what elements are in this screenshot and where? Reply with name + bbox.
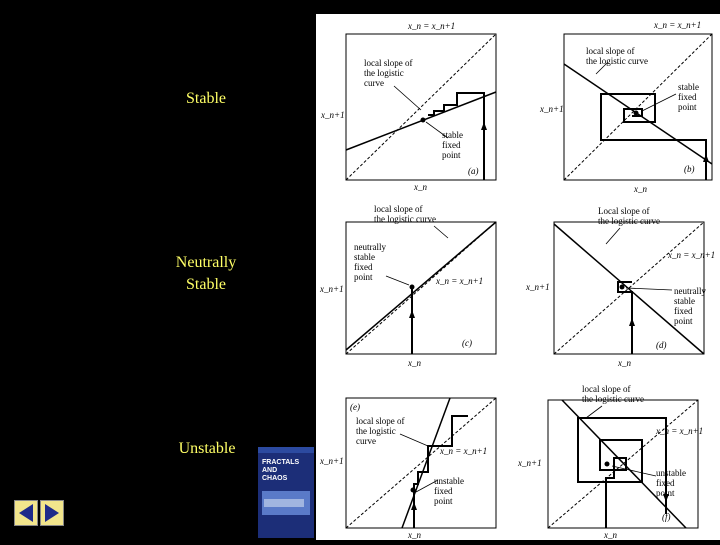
panel-c-slope-label-2: the logistic curve xyxy=(374,214,436,224)
panel-f-point-label-3: point xyxy=(656,488,675,498)
panel-d-slope-label-2: the logistic curve xyxy=(598,216,660,226)
panel-f-diag-label: x_n = x_n+1 xyxy=(656,426,704,436)
panel-d-diag-label: x_n = x_n+1 xyxy=(668,250,716,260)
panel-d-slope-pointer xyxy=(606,228,620,244)
panel-f-slope-label-1: local slope of xyxy=(582,384,631,394)
panel-d-point-label-3: fixed xyxy=(674,306,693,316)
panel-c-fixed-point xyxy=(410,285,415,290)
panel-a-y-label: x_n+1 xyxy=(321,110,345,120)
panel-e-tag: (e) xyxy=(350,402,360,412)
panel-e-point-label-1: unstable xyxy=(434,476,464,486)
panel-a-point-label-3: point xyxy=(442,150,461,160)
book-top-band xyxy=(258,447,314,453)
panel-e-point-label-2: fixed xyxy=(434,486,453,496)
panel-e-slope-label-2: the logistic xyxy=(356,426,396,436)
book-title-line2: AND xyxy=(262,467,278,474)
panel-a-slope-label-3: curve xyxy=(364,78,384,88)
panel-f-point-label-2: fixed xyxy=(656,478,675,488)
panel-f-x-label: x_n xyxy=(604,530,617,540)
panel-b-y-label: x_n+1 xyxy=(540,104,564,114)
panel-c-slope-label-1: local slope of xyxy=(374,204,423,214)
prev-slide-button[interactable] xyxy=(14,500,38,526)
book-title-line1: FRACTALS xyxy=(262,459,300,466)
panel-a-slope-pointer xyxy=(394,86,421,110)
panel-a-point-label-2: fixed xyxy=(442,140,461,150)
panel-d-fixed-point xyxy=(620,285,625,290)
panel-f-point-label-1: unstable xyxy=(656,468,686,478)
panel-c-point-label-3: fixed xyxy=(354,262,373,272)
panel-e xyxy=(319,398,496,540)
panel-c-point-label-1: neutrally xyxy=(354,242,386,252)
panel-c-point-pointer xyxy=(386,276,409,285)
book-cover-image xyxy=(258,447,314,538)
panel-a-tag: (a) xyxy=(468,166,479,176)
panel-e-cobweb xyxy=(414,416,468,528)
panel-b-tag: (b) xyxy=(684,164,695,174)
panel-b-slope-label-1: local slope of xyxy=(586,46,635,56)
panel-d-point-pointer xyxy=(626,288,672,290)
panel-e-slope-label-3: curve xyxy=(356,436,376,446)
panel-d-arrow xyxy=(629,318,635,326)
panel-a-slope-label-1: local slope of xyxy=(364,58,413,68)
panel-e-diag-label: x_n = x_n+1 xyxy=(440,446,488,456)
panel-f-tag: (f) xyxy=(662,512,671,522)
panel-d-x-label: x_n xyxy=(618,358,631,368)
panel-e-fixed-point xyxy=(411,488,416,493)
panel-d-point-label-2: stable xyxy=(674,296,695,306)
panel-c-point-label-4: point xyxy=(354,272,373,282)
panel-c-slope-pointer xyxy=(434,226,448,238)
panel-c-x-label: x_n xyxy=(408,358,421,368)
panel-b-point-pointer xyxy=(642,94,676,111)
panel-f-slope-line xyxy=(562,400,686,528)
panel-c-tag: (c) xyxy=(462,338,472,348)
label-stable: Stable xyxy=(186,90,226,107)
panel-e-point-label-3: point xyxy=(434,496,453,506)
panel-f-slope-pointer xyxy=(586,406,602,418)
panel-d-cobweb xyxy=(618,282,632,354)
panel-b-point-label-3: point xyxy=(678,102,697,112)
panel-a-x-label: x_n xyxy=(414,182,427,192)
book-cover-art-detail xyxy=(264,499,304,507)
panel-f-fixed-point xyxy=(605,462,610,467)
panel-a-arrow xyxy=(481,122,487,130)
book-title-line3: CHAOS xyxy=(262,475,288,482)
panel-f xyxy=(517,384,703,540)
panel-b-diag-label: x_n = x_n+1 xyxy=(654,20,702,30)
panel-d-y-label: x_n+1 xyxy=(526,282,550,292)
panel-a-diagonal xyxy=(346,34,496,180)
panel-b-slope-label-2: the logistic curve xyxy=(586,56,648,66)
panel-b-fixed-point xyxy=(634,111,639,116)
panel-a-slope-label-2: the logistic xyxy=(364,68,404,78)
cobweb-diagram-svg xyxy=(316,14,720,540)
panel-d-point-label-4: point xyxy=(674,316,693,326)
label-unstable: Unstable xyxy=(178,440,236,457)
label-neutrally-line: Neutrally xyxy=(175,254,237,271)
next-slide-button[interactable] xyxy=(40,500,64,526)
left-arrow-icon xyxy=(15,501,37,525)
panel-d xyxy=(525,206,715,368)
panel-d-point-label-1: neutrally xyxy=(674,286,706,296)
panel-b-point-label-1: stable xyxy=(678,82,699,92)
panel-d-tag: (d) xyxy=(656,340,667,350)
panel-f-y-label: x_n+1 xyxy=(518,458,542,468)
panel-c-y-label: x_n+1 xyxy=(320,284,344,294)
label-stable-line: Stable xyxy=(186,276,226,293)
panel-e-slope-label-1: local slope of xyxy=(356,416,405,426)
panel-e-y-label: x_n+1 xyxy=(320,456,344,466)
panel-a-diag-label: x_n = x_n+1 xyxy=(408,21,456,31)
panel-e-slope-line xyxy=(402,398,450,528)
panel-a-fixed-point xyxy=(421,118,426,123)
right-arrow-icon xyxy=(41,501,63,525)
panel-c-diag-label: x_n = x_n+1 xyxy=(436,276,484,286)
panel-b-x-label: x_n xyxy=(634,184,647,194)
label-neutrally-stable xyxy=(160,252,252,296)
panel-c-point-label-2: stable xyxy=(354,252,375,262)
panel-c xyxy=(319,204,496,368)
cobweb-diagram-figure xyxy=(316,14,720,540)
panel-e-slope-pointer xyxy=(400,434,428,446)
panel-a xyxy=(320,21,496,192)
panel-b-point-label-2: fixed xyxy=(678,92,697,102)
panel-c-arrow xyxy=(409,310,415,318)
panel-d-slope-label-1: Local slope of xyxy=(598,206,650,216)
panel-a-point-label-1: stable xyxy=(442,130,463,140)
panel-e-x-label: x_n xyxy=(408,530,421,540)
panel-f-slope-label-2: the logistic curve xyxy=(582,394,644,404)
panel-f-cobweb xyxy=(578,418,666,528)
panel-b xyxy=(539,20,712,194)
